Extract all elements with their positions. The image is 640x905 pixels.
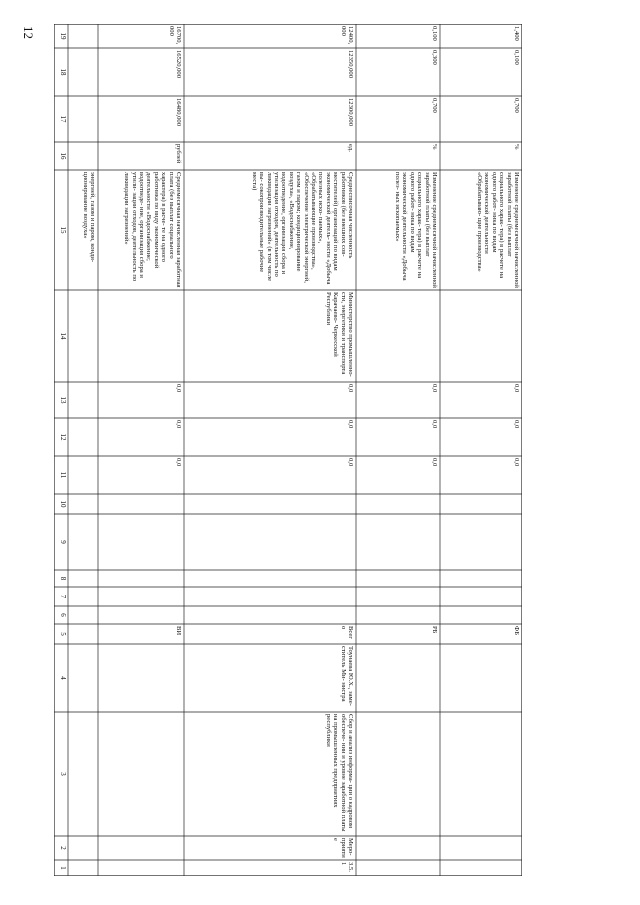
- row-b-col12: 0,0: [347, 420, 354, 429]
- header-col-10: 10: [59, 500, 67, 508]
- row-b-col1: 3.5.1: [339, 862, 354, 872]
- row-a-col15: Среднемесячная начисленная заработная плата (без выплат социального характера) в расче- те на одного работника по виду экономической деятельности «Водоснабжение; водоотведе- ние, организация сбора и утили- зации отходов, деятельность по ликвидации загрязнений»: [123, 172, 182, 288]
- row-d-col17: 0,700: [513, 98, 520, 113]
- row-a-col17: 16480,000: [175, 98, 182, 127]
- row-a-col16: рублей: [175, 144, 182, 164]
- row-c-col19: 0,100: [431, 26, 438, 41]
- header-col-19: 19: [59, 32, 67, 40]
- header-col-12: 12: [59, 433, 67, 441]
- header-col-3: 3: [59, 772, 67, 776]
- row-c-col13: 0,0: [431, 384, 438, 393]
- row-b-col4: Тоунаева Ю.Х., заме- ститель Ми- нистра: [339, 646, 354, 706]
- header-col-2: 2: [59, 846, 67, 850]
- header-col-5: 5: [59, 632, 67, 636]
- row-d-col18: 0,100: [513, 50, 520, 65]
- row-b-col16: ед.: [347, 144, 354, 152]
- header-col-8: 8: [59, 576, 67, 581]
- header-col-9: 9: [59, 540, 67, 544]
- header-col-11: 11: [59, 471, 67, 479]
- row-c-col5: РБ: [431, 626, 438, 634]
- row-b-col2: Меро- приятие: [332, 838, 354, 858]
- row-d-col19: 1,400: [513, 26, 520, 41]
- row-b-col17: 12300,000: [347, 98, 354, 127]
- header-col-13: 13: [59, 396, 67, 404]
- row-c-col18: 0,300: [431, 50, 438, 65]
- row-c-col12: 0,0: [431, 420, 438, 429]
- header-col-17: 17: [59, 115, 67, 123]
- row-d-col5: ФБ: [513, 626, 520, 635]
- row-d-col16: %: [513, 144, 520, 150]
- row-d-col15: Изменение среднемесячной начисленной заработной платы (без выплат социального харак- тера) в расчете на одного работ- ника по видам экономической деятельности «Обрабатываю- щие производства»: [475, 172, 520, 288]
- row-d-col11: 0,0: [513, 458, 520, 467]
- row-c-col16: %: [431, 144, 438, 150]
- row-c-col15: Изменение среднемесячной начисленной заработной платы (без выплат социального харак- тера) в расчете на одного работ- ника по видам экономической деятельности «Добыча полез- ных ископаемых»: [393, 172, 438, 288]
- row-b-col5: Всего: [339, 626, 354, 640]
- header-col-6: 6: [59, 613, 67, 617]
- header-col-18: 18: [59, 68, 67, 76]
- header-col-14: 14: [59, 332, 67, 340]
- header-col-7: 7: [59, 594, 67, 599]
- row-b-col14: Министерство промышленно- сти, энергетики и транспорта Карачаево- Черкесской Республики: [324, 292, 354, 377]
- row-a-col19: 16700,000: [167, 26, 182, 45]
- fragment-col15: энергией, газом и паром, конди- ционирование воздуха»: [81, 172, 96, 263]
- row-b-col3: Сбор и анализ информа- ции о кадровом обеспече- нии и уровне заработной платы на промышленных предприятиях республики: [324, 714, 354, 832]
- header-col-16: 16: [59, 152, 67, 160]
- row-c-col11: 0,0: [431, 458, 438, 467]
- row-b-col11: 0,0: [347, 458, 354, 467]
- page-number: 12: [21, 26, 36, 39]
- row-d-col12: 0,0: [513, 420, 520, 429]
- row-a-col13: 0,0: [175, 384, 182, 393]
- row-b-col19: 12400,000: [339, 26, 354, 45]
- row-d-col13: 0,0: [513, 384, 520, 393]
- row-b-col15: Среднесписочная численность работников (без внешних сов- местителей) организаций по видам экономической деятель- ности «Добыча полезных иско- паемых», «Обрабатывающие производства», «Обеспечение электрической энергией, газом и паром; кондиционирование воздуха», «Водоснабжение, водоотведение, организация сбора и утилизация отходов, деятельность по ликвидации загрязнений» (в том числе вы- сокопроизводительные рабочие места): [250, 172, 354, 285]
- data-table: [54, 24, 522, 876]
- header-col-1: 1: [59, 866, 67, 870]
- row-a-col12: 0,0: [175, 420, 182, 429]
- row-a-col5: ВИ: [175, 626, 182, 636]
- header-col-4: 4: [59, 676, 67, 680]
- row-b-col18: 12350,000: [347, 50, 354, 79]
- row-a-col18: 16520,000: [175, 50, 182, 79]
- header-col-15: 15: [59, 226, 67, 234]
- row-a-col11: 0,0: [175, 458, 182, 467]
- row-b-col13: 0,0: [347, 384, 354, 393]
- row-c-col17: 0,700: [431, 98, 438, 113]
